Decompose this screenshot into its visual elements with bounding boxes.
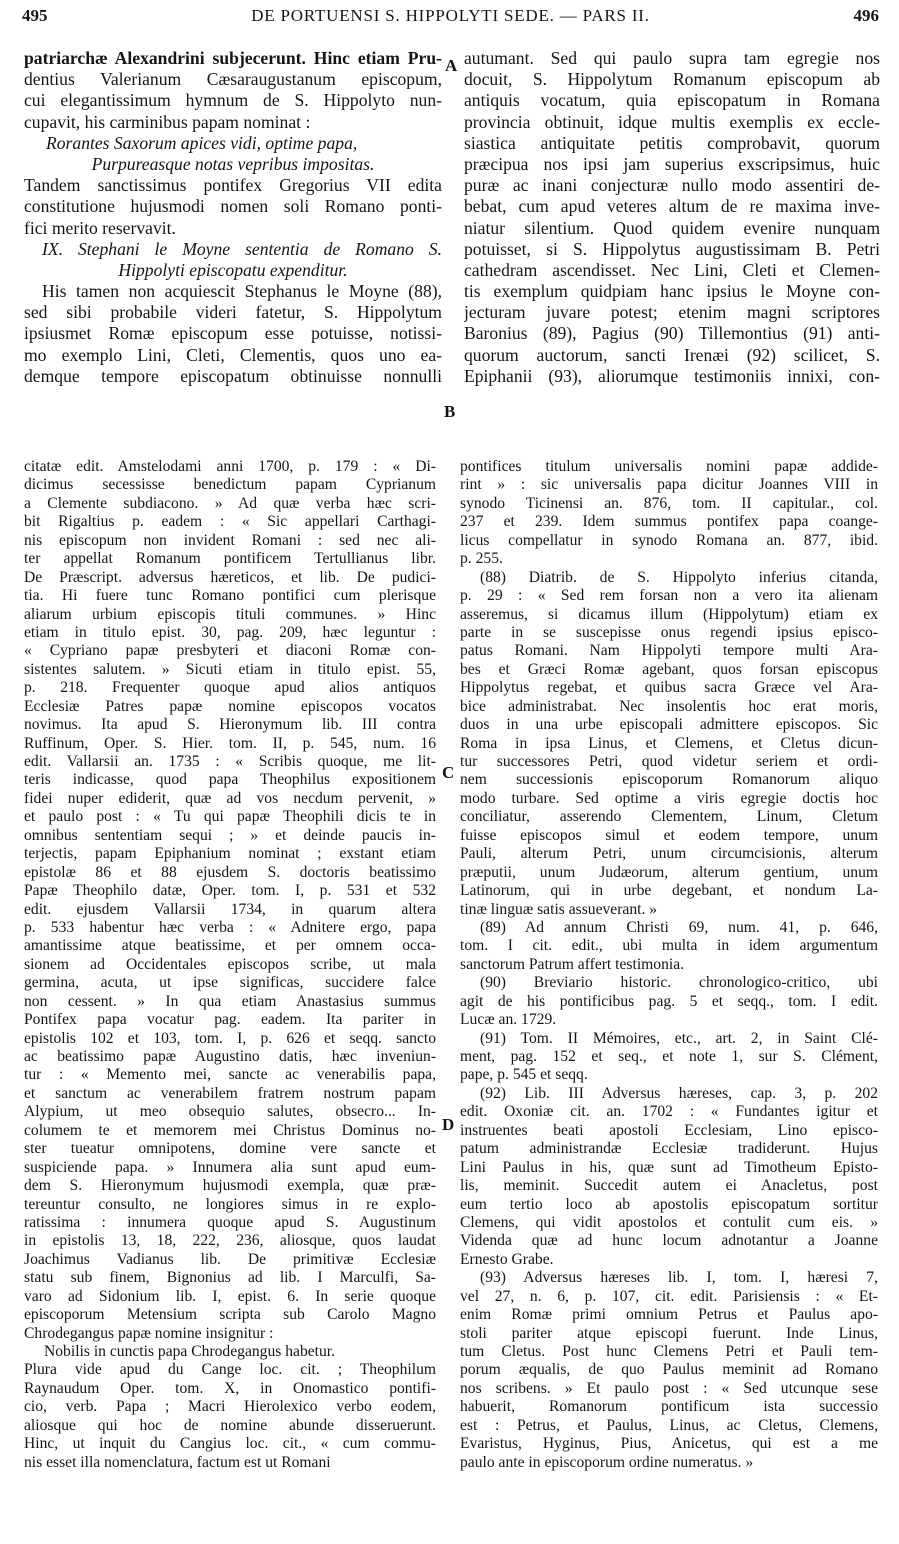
note-line: (88) Diatrib. de S. Hippolyto inferius citanda, <box>480 568 878 586</box>
note-line: eum tertio loco ab apostolis episcopatum sortitur <box>460 1195 878 1213</box>
note-line: p. 218. Frequenter quoque apud alios antiquos <box>24 679 436 697</box>
note-line: ter appellat Romanum pontificem Tertullianus libr. <box>24 550 436 568</box>
body-line: Epiphanii (93), aliorumque testimoniis innixi, con- <box>464 365 880 386</box>
note-line: tia. Hi fuere tunc Romano pontifici cum plerisque <box>24 587 436 605</box>
note-line: duos in una urbe episcopali admittere episcopos. Sic <box>460 716 878 734</box>
note-line: porum æqualis, de quo Paulus meminit ad Romano <box>460 1361 878 1379</box>
note-line: novimus. Ita apud S. Hieronymum lib. III contra <box>24 716 436 734</box>
note-line: non cessent. » In qua etiam Anastasius summus <box>24 992 436 1010</box>
note-line: Pauli, alterum Petri, unum circumcisionis, alterum <box>460 845 878 863</box>
note-line: vel 27, n. 6, p. 107, cit. edit. Parisiensis : « Et- <box>460 1287 878 1305</box>
note-line: (92) Lib. III Adversus hæreses, cap. 3, p. 202 <box>480 1084 878 1102</box>
note-line: instruentes beati apostoli Ecclesiam, Lino episco- <box>460 1121 878 1139</box>
note-line: Evaristus, Hyginus, Pius, Anicetus, qui est a me <box>460 1435 878 1453</box>
body-line: Baronius (89), Pagius (90) Tillemontius (91) anti- <box>464 323 880 344</box>
note-line: edit. Vallarsii an. 1735 : « Scribis quoque, me lit- <box>24 753 436 770</box>
note-line: stoli pariter atque episcopi fuerunt. Inde Linus, <box>460 1324 878 1342</box>
note-line: citatæ edit. Amstelodami anni 1700, p. 179 : « Di- <box>24 458 436 475</box>
note-line: ac beatissimo papæ Augustino datis, hæc inveniun- <box>24 1048 436 1065</box>
note-line: tum Cletus. Post hunc Clemens Petri et Pauli tem- <box>460 1343 878 1360</box>
margin-letter-d: D <box>442 1115 455 1134</box>
note-line: sionem ad Occidentales episcopos scribe, ut mala <box>24 955 436 973</box>
note-line: fuisse episcopos simul et eodem tempore, unum <box>460 826 878 844</box>
note-line: synodo Ticinensi an. 876, tom. II capitular., col. <box>460 494 878 512</box>
body-line: fici merito reservavit. <box>24 217 176 238</box>
note-line: habuerit, Romanorum pontificum ista successio <box>460 1398 878 1416</box>
note-line: et paulo post : « Tu qui papæ Theophili dicis te in <box>24 808 436 826</box>
verse-line: Rorantes Saxorum apices vidi, optime papa, <box>46 132 358 153</box>
body-line: puræ ac inani conjecturæ nullo modo assentiri de- <box>464 175 880 196</box>
note-line: parte in se suscepisse onus regendi ipsius episco- <box>460 623 878 641</box>
note-line: enim Romæ primi omnium Petrus et Paulus apo- <box>460 1306 878 1324</box>
note-line: nis esset illa nomenclatura, factum est ut Romani <box>24 1453 331 1471</box>
note-line: paulo ante in episcoporum ordine numeratus. » <box>460 1453 754 1471</box>
body-line: ipsiusmet Romæ episcopum esse potuisse, notissi- <box>24 323 442 344</box>
section-heading: IX. Stephani le Moyne sententia de Romano S. <box>42 238 442 259</box>
note-line: germina, acuta, ut ipse significas, succidere falce <box>24 974 436 992</box>
note-line: dem S. Hieronymum hujusmodi exempla, quæ præ- <box>24 1177 436 1195</box>
note-line: (93) Adversus hæreses lib. I, tom. I, hæresi 7, <box>480 1269 878 1287</box>
note-line: tom. I cit. edit., ubi multa in idem argumentum <box>460 937 878 955</box>
note-line: p. 255. <box>460 550 503 568</box>
page-number-left: 495 <box>22 6 48 25</box>
note-line: varo ad Sidonium lib. I, epist. 6. In serie quoque <box>24 1287 436 1305</box>
note-line: aliosque qui hoc de nomine abunde disseruerunt. <box>24 1416 436 1434</box>
note-line: epistolis 102 et 103, tom. I, p. 626 et seqq. sancto <box>24 1029 436 1047</box>
note-line: p. 533 habentur hæc verba : « Adnitere ergo, papa <box>24 918 436 936</box>
note-line: sistentes salutem. » Sicuti etiam in titulo epist. 55, <box>24 660 436 678</box>
body-line: potuisset, si S. Hippolytus augustissimam B. Petri <box>464 238 880 259</box>
note-line: Pontifex papa vocatur pag. eadem. Ita pariter in <box>24 1011 436 1029</box>
margin-letter-c: C <box>442 763 455 782</box>
note-line: pontifices titulum universalis nomini papæ addide- <box>460 458 878 475</box>
note-line: bes et Græci Romæ agebant, quos forsan episcopus <box>460 660 878 678</box>
body-line: jecturam juvare potest; etenim magni scriptores <box>464 302 880 323</box>
note-line: est : Petrus, et Paulus, Linus, ac Cletus, Clemens, <box>460 1416 878 1434</box>
note-line: in epistolis 13, 18, 222, 236, aliosque, quos laudat <box>24 1232 436 1250</box>
note-line: Hippolytus regebat, et quibus sacra Græce vel Ara- <box>460 679 878 697</box>
notes-column-left <box>24 458 436 1472</box>
body-line: niatur silentium. Quod quidem evenire nunquam <box>464 217 880 238</box>
body-line: demque tempore episcopatum obtinuisse nonnulli <box>24 365 442 386</box>
note-line: Chrodegangus papæ nomine insignitur : <box>24 1324 274 1342</box>
body-line: præcipua nos ipsi jam superius exscripsimus, huic <box>464 153 880 174</box>
section-heading: Hippolyti episcopatu expenditur. <box>118 259 348 280</box>
note-line: Latinorum, qui in urbe degebant, et nondum La- <box>460 882 878 900</box>
verse-line: Purpureasque notas vepribus impositas. <box>91 153 375 174</box>
note-line: bit Rigaltius p. eadem : « Sic appellari Carthagi- <box>24 513 436 531</box>
note-line: dicimus secessisse benedictum papam Cyprianum <box>24 476 436 494</box>
note-line: statu sub finem, Bignonius ad lib. I Marculfi, Sa- <box>24 1269 436 1287</box>
note-line: Joachimus Vadianus lib. De primitivæ Ecclesiæ <box>24 1250 436 1268</box>
body-line: cui elegantissimum hymnum de S. Hippolyto nun- <box>24 90 442 111</box>
note-line: tur : « Memento mei, sancte ac venerabilis papa, <box>24 1066 436 1084</box>
note-line: Clemens, qui vidit apostolos et contulit cum eis. » <box>460 1213 878 1231</box>
note-line: aliarum urbium episcopis tituli communes. » Hinc <box>24 605 436 623</box>
note-line: Roma in ipsa Linus, et Clemens, et Cletus dicun- <box>460 734 878 752</box>
note-line: (90) Breviario historic. chronologico-critico, ubi <box>480 974 878 992</box>
body-line: mo exemplo Lini, Cleti, Clementis, quos uno ea- <box>24 344 442 365</box>
note-line: edit. ejusdem Vallarsii 1734, in quarum altera <box>24 900 436 918</box>
note-line: modo turbare. Sed optime a viris egregie doctis hoc <box>460 789 878 807</box>
note-line: rint » : sic universalis papa dicitur Joannes VIII in <box>460 476 878 494</box>
note-line: patum administrandæ Ecclesiæ tradiderunt. Hujus <box>460 1140 878 1158</box>
note-line: Ecclesiæ Patres papæ nomine episcopos vocatos <box>24 697 436 715</box>
note-line: omnibus sententiam sequi ; » et deinde paucis in- <box>24 826 436 844</box>
note-line: et sanctum ac venerabilem fratrem nostrum papam <box>24 1084 436 1102</box>
margin-letter-a: A <box>445 56 458 75</box>
note-line: Plura vide apud du Cange loc. cit. ; Theophilum <box>24 1361 436 1379</box>
note-line: tereuntur consulto, ne longiores simus in re explo- <box>24 1195 436 1213</box>
note-line: agit de his pontificibus pag. 5 et seqq., tom. I edit. <box>460 992 878 1010</box>
note-line: columem te et memorem mei Christus Dominus no- <box>24 1121 436 1139</box>
note-line: sanctorum Patrum affert testimonia. <box>460 955 685 973</box>
note-line: Alypium, ut meo obsequio salutes, obsecro... In- <box>24 1103 436 1121</box>
note-line: tur successores Petri, quod videtur seriem et ordi- <box>460 753 878 770</box>
body-line: cathedram ascendisset. Nec Lini, Cleti et Clemen- <box>464 259 880 280</box>
body-line: constitutione hujusmodi nomen soli Romano ponti- <box>24 196 442 217</box>
running-title: DE PORTUENSI S. HIPPOLYTI SEDE. — PARS II. <box>251 6 650 25</box>
note-line: teris indicasse, quod papa Theophilus expositionem <box>24 771 436 789</box>
note-line: De Præscript. adversus hæreticos, et lib. De pudici- <box>24 568 436 586</box>
body-line: siastica antiquitate petitis comprobavit, quorum <box>464 132 880 153</box>
note-line: Ernesto Grabe. <box>460 1250 554 1268</box>
notes-column-right <box>460 458 878 1472</box>
note-line: licus compellatur in synodo Romana an. 877, ibid. <box>460 531 878 549</box>
note-line: ratissima : innumera quoque apud S. Augustinum <box>24 1213 436 1231</box>
body-line: dentius Valerianum Cæsaraugustanum episcopum, <box>24 69 442 90</box>
note-line: nos scribens. » Et paulo post : « Sed utcunque sese <box>460 1379 878 1397</box>
note-line: ster tueatur omnipotens, domine vere sancte et <box>24 1140 436 1158</box>
note-line: tinæ linguæ satis assueverant. » <box>460 900 658 918</box>
margin-letter-b: B <box>444 402 456 421</box>
body-line: provincia obtinuit, idque multis exemplis ex eccle- <box>464 111 880 132</box>
note-line: asseremus, si dicamus illum (Hippolytum) etiam ex <box>460 605 878 623</box>
note-line: Ruffinum, Oper. S. Hier. tom. II, p. 545, num. 16 <box>24 734 436 752</box>
note-line: Lucæ an. 1729. <box>460 1011 557 1029</box>
note-line: Papæ Theophilo datæ, Oper. tom. I, p. 531 et 532 <box>24 882 436 900</box>
note-line: lis, meminit. Succedit autem ei Anacletus, post <box>460 1177 878 1195</box>
body-line: bebat, cum apud veteres altum de re maxima inve- <box>464 196 880 217</box>
note-line: edit. Oxoniæ cit. an. 1702 : « Fundantes igitur et <box>460 1103 878 1121</box>
note-line: epistolæ 86 et 88 ejusdem S. doctoris beatissimo <box>24 863 436 881</box>
note-line: nis episcopum non invident Romani : sed nec ali- <box>24 531 436 549</box>
body-line: docuit, S. Hippolytum Romanum episcopum ab <box>464 69 880 90</box>
note-line: (89) Ad annum Christi 69, num. 41, p. 646, <box>480 918 878 936</box>
note-line: fidei nuper ediderit, quæ ad vos necdum pervenit, » <box>24 789 436 807</box>
note-line: « Cypriano papæ presbyteri et diaconi Romæ con- <box>24 642 436 660</box>
note-line: a Clemente subdiacono. » Ad quæ verba hæc scri- <box>24 494 436 512</box>
body-line: autumant. Sed qui paulo supra tam egregie nos <box>464 48 880 68</box>
body-column-right <box>464 48 880 387</box>
note-line: cio, verb. Papa ; Macri Hierolexico verbo eodem, <box>24 1398 436 1416</box>
running-header <box>22 6 879 32</box>
note-line: amantissime atque beatissime, et per omnem occa- <box>24 937 436 955</box>
body-line: cupavit, his carminibus papam nominat : <box>24 111 311 132</box>
note-line: præputii, unum Judæorum, alterum gentium, unum <box>460 863 878 881</box>
page-number-right: 496 <box>853 6 879 25</box>
note-line: terjectis, papam Epiphanium nominat ; exstant etiam <box>24 845 436 863</box>
note-line: Lini Paulus in his, quæ sunt ad Timotheum Episto- <box>460 1158 878 1176</box>
note-line: 237 et 239. Idem summus pontifex papa coange- <box>460 513 878 531</box>
body-line: His tamen non acquiescit Stephanus le Moyne (88), <box>42 281 442 302</box>
body-line: quorum auctorum, sancti Irenæi (92) scilicet, S. <box>464 344 880 365</box>
note-line: etiam in titulo epist. 30, pag. 209, hæc leguntur : <box>24 623 436 641</box>
note-line: conciliatur, asserendo Clementem, Linum, Cletum <box>460 808 878 826</box>
note-line: Nobilis in cunctis papa Chrodegangus habetur. <box>44 1343 336 1360</box>
note-line: p. 29 : « Sed rem forsan non a vero ita alienam <box>460 587 878 605</box>
note-line: suspiciende papa. » Innumera alia sunt apud eum- <box>24 1158 436 1176</box>
body-line: patriarchæ Alexandrini subjecerunt. Hinc etiam Pru- <box>24 48 442 68</box>
note-line: bice administrabat. Nec insolentis hoc erat moris, <box>460 697 878 715</box>
note-line: episcoporum Metensium scripta sub Carolo Magno <box>24 1306 436 1324</box>
body-line: Tandem sanctissimus pontifex Gregorius VII edita <box>24 175 442 196</box>
note-line: patus Romani. Nam Hippolyti tempore multi Ara- <box>460 642 878 660</box>
note-line: ment, pag. 152 et seq., et note 1, sur S. Clément, <box>460 1048 878 1065</box>
body-line: sed sibi probabile videri fatetur, S. Hippolytum <box>24 302 442 323</box>
body-column-left <box>24 48 442 387</box>
note-line: Raynaudum Oper. tom. X, in Onomastico pontifi- <box>24 1379 436 1397</box>
note-line: Hinc, ut inquit du Cangius loc. cit., « cum commu- <box>24 1435 436 1453</box>
note-line: nem successionis episcoporum Romanorum aliquo <box>460 771 878 789</box>
body-line: tis exemplum quidpiam hanc ipsius le Moyne con- <box>464 281 880 302</box>
note-line: pape, p. 545 et seqq. <box>460 1066 588 1084</box>
note-line: (91) Tom. II Mémoires, etc., art. 2, in Saint Clé- <box>480 1029 878 1047</box>
note-line: Videnda quæ ad hunc locum adnotantur a Joanne <box>460 1232 878 1250</box>
body-line: antiquis vocatum, quia episcopatum in Romana <box>464 90 880 111</box>
